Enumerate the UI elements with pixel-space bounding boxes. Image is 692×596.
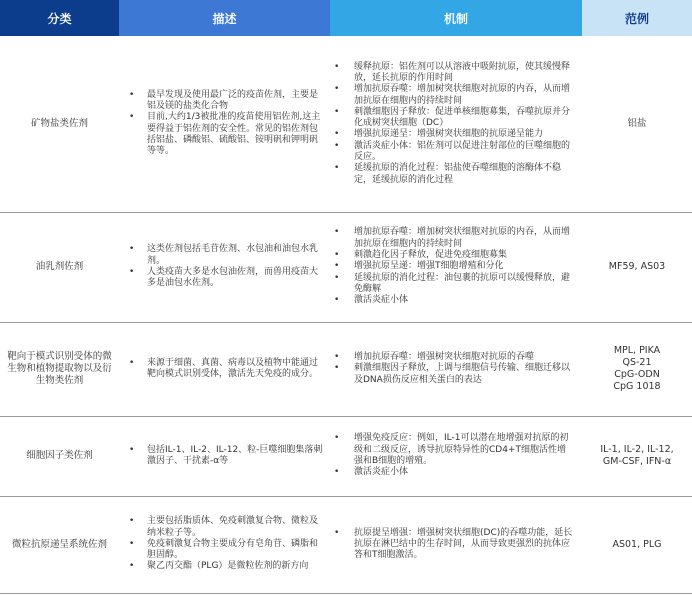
table-row	[0, 496, 692, 593]
mechanism-cell	[330, 322, 582, 416]
description-cell	[119, 212, 330, 322]
description-item: • 这类佐剂包括毛苷佐剂、水包油和油包水乳剂。	[147, 244, 324, 267]
header-description: 描述	[119, 0, 330, 36]
mechanism-item: • 增强抗原呈递：增强T细胞增殖和分化	[354, 261, 574, 272]
category-cell: 矿物盐类佐剂	[0, 36, 119, 212]
example-line: CpG-ODN	[614, 369, 660, 380]
example-line: CpG 1018	[613, 381, 661, 392]
example-line: IL-1, IL-2, IL-12,	[600, 444, 674, 455]
mechanism-item: • 增加抗原吞噬：增加树突状细胞对抗原的内吞，从而增加抗原在细胞内的持续时间	[354, 227, 574, 250]
description-item: • 来源于细菌、真菌、病毒以及植物中能通过靶向模式识别受体，激活先天免疫的成分。	[147, 358, 324, 381]
example-line: 铝盐	[627, 117, 647, 129]
header-examples: 范例	[582, 0, 692, 36]
mechanism-item: • 增强抗原递呈：增强树突状细胞的抗原递呈能力	[354, 129, 574, 140]
description-item: • 最早发现及使用最广泛的疫苗佐剂，主要是铝及镁的盐类化合物	[147, 90, 324, 113]
mechanism-cell	[330, 212, 582, 322]
header-row	[0, 0, 692, 36]
description-cell	[119, 36, 330, 212]
description-item: • 目前,大约1/3被批准的疫苗使用铝佐剂,这主要得益于铝佐剂的安全性。常见的铝佐剂包括铝盐、磷酸铝、硫酸铝、铵明矾和钾明矾等等。	[147, 112, 324, 157]
examples-cell	[582, 322, 692, 416]
table-row	[0, 322, 692, 416]
description-cell	[119, 322, 330, 416]
mechanism-item: • 激活炎症小体：铝佐剂可以促进注射部位的巨噬细胞的反应。	[354, 141, 574, 164]
example-line: MPL, PIKA	[613, 345, 661, 356]
mechanism-item: • 延缓抗原的消化过程：油包裹的抗原可以缓慢释放，避免酶解	[354, 273, 574, 296]
table-row	[0, 416, 692, 496]
header-category: 分类	[0, 0, 119, 36]
examples-cell	[582, 36, 692, 212]
category-cell: 油乳剂佐剂	[0, 212, 119, 322]
mechanism-cell	[330, 416, 582, 496]
category-cell: 靶向于模式识别受体的微生物和植物提取物以及衍生物类佐剂	[0, 322, 119, 416]
examples-cell	[582, 496, 692, 593]
mechanism-item: • 增强免疫反应：例如，IL-1可以潜在地增强对抗原的初级和二级反应，诱导抗原特异性的CD4+T细胞活性增强和B细胞的增殖。	[354, 433, 574, 467]
category-cell: 细胞因子类佐剂	[0, 416, 119, 496]
category-cell: 微粒抗原递呈系统佐剂	[0, 496, 119, 593]
examples-cell	[582, 416, 692, 496]
mechanism-item: • 延缓抗原的消化过程：铝盐使吞噬细胞的溶酶体不稳定，延缓抗原的消化过程	[354, 163, 574, 186]
mechanism-item: • 激活炎症小体	[354, 467, 574, 478]
examples-cell	[582, 212, 692, 322]
mechanism-item: • 增加抗原吞噬：增强树突状细胞对抗原的吞噬	[354, 352, 574, 363]
description-item: • 包括IL-1、IL-2、IL-12、粒-巨噬细胞集落刺激因子、干扰素-α等	[147, 445, 324, 468]
example-line: QS-21	[622, 357, 652, 368]
mechanism-cell	[330, 36, 582, 212]
example-line: AS01, PLG	[612, 538, 662, 550]
mechanism-item: • 抗原提呈增强：增强树突状细胞(DC)的吞噬功能，延长抗原在淋巴结中的生存时间，从而导致更强烈的抗体应答和T细胞激活。	[354, 528, 574, 562]
description-cell	[119, 416, 330, 496]
header-mechanism: 机制	[330, 0, 582, 36]
mechanism-item: • 刺激细胞因子释放，上调与细胞信号传输、细胞迁移以及DNA损伤反应相关蛋白的表达	[354, 363, 574, 386]
table-row	[0, 212, 692, 322]
mechanism-item: • 增加抗原吞噬：增加树突状细胞对抗原的内吞，从而增加抗原在细胞内的持续时间	[354, 84, 574, 107]
mechanism-item: • 刺激趋化因子释放，促进免疫细胞募集	[354, 250, 574, 261]
description-item: • 免疫刺激复合物主要成分有皂角苷、磷脂和胆固醇。	[147, 539, 324, 562]
description-item: • 聚乙丙交酯（PLG）是微粒佐剂的新方向	[147, 561, 324, 572]
description-cell	[119, 496, 330, 593]
description-item: • 人类疫苗大多是水包油佐剂，而兽用疫苗大多是油包水佐剂。	[147, 267, 324, 290]
mechanism-cell	[330, 496, 582, 593]
example-line: MF59, AS03	[608, 261, 666, 272]
mechanism-item: • 缓释抗原：铝佐剂可以从溶液中吸附抗原，使其缓慢释放，延长抗原的作用时间	[354, 62, 574, 85]
mechanism-item: • 刺激细胞因子释放：促进单核细胞募集，吞噬抗原并分化成树突状细胞（DC）	[354, 107, 574, 130]
description-item: • 主要包括脂质体、免疫刺激复合物、微粒及纳米粒子等。	[147, 516, 324, 539]
table-row	[0, 36, 692, 212]
example-line: GM-CSF, IFN-α	[602, 456, 672, 467]
mechanism-item: • 激活炎症小体	[354, 295, 574, 306]
